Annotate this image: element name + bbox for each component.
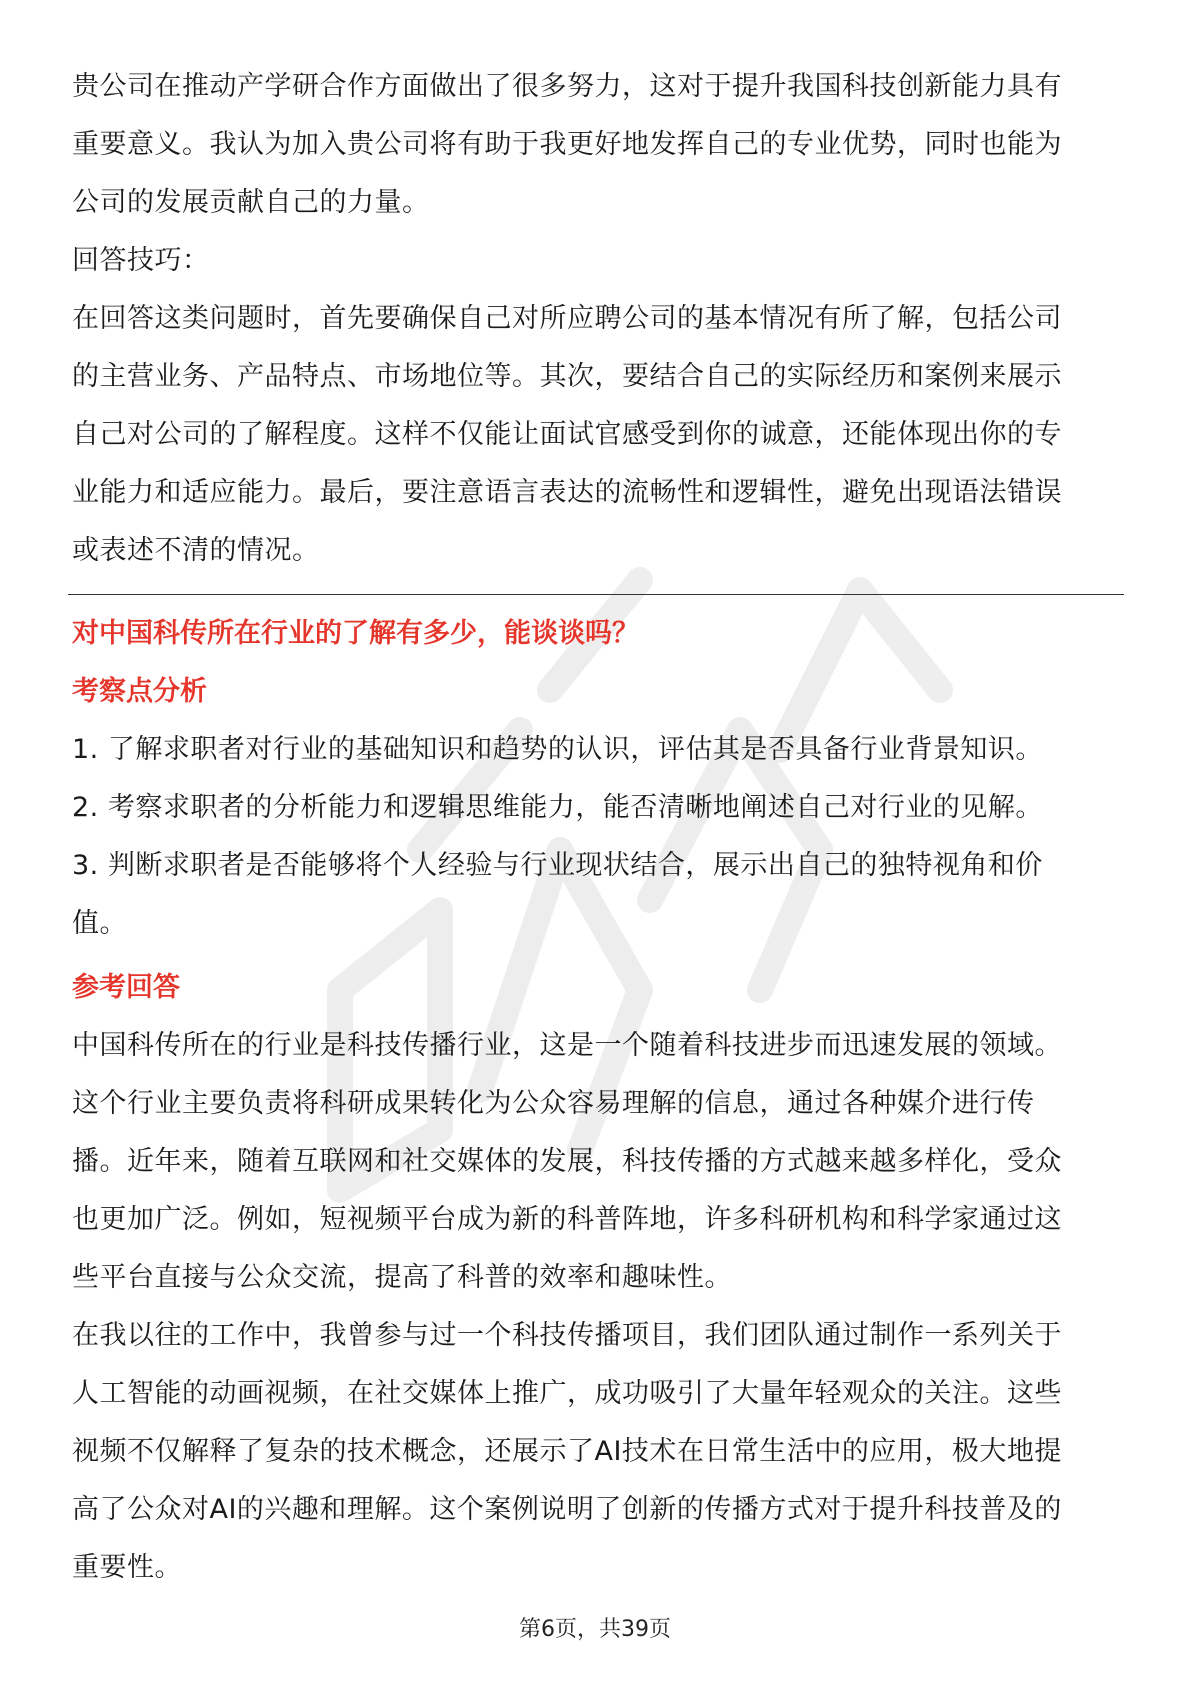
text-line: 公司的发展贡献自己的力量。	[72, 187, 430, 218]
analysis-list	[72, 721, 1122, 953]
text-line: 重要意义。我认为加入贵公司将有助于我更好地发挥自己的专业优势，同时也能为	[72, 129, 1062, 160]
list-item: 2. 考察求职者的分析能力和逻辑思维能力，能否清晰地阐述自己对行业的见解。	[72, 792, 1043, 823]
tips-paragraph	[72, 290, 1122, 580]
text-line: 播。近年来，随着互联网和社交媒体的发展，科技传播的方式越来越多样化，受众	[72, 1146, 1062, 1177]
intro-paragraph	[72, 58, 1122, 232]
text-line: 人工智能的动画视频，在社交媒体上推广，成功吸引了大量年轻观众的关注。这些	[72, 1378, 1062, 1409]
tips-label: 回答技巧：	[72, 245, 210, 276]
answer-paragraph-2	[72, 1307, 1122, 1597]
question-title: 对中国科传所在行业的了解有多少，能谈谈吗？	[72, 618, 639, 649]
page-footer: 第6页，共39页	[519, 1617, 671, 1642]
document-body	[72, 58, 1122, 1597]
text-line: 的主营业务、产品特点、市场地位等。其次，要结合自己的实际经历和案例来展示	[72, 361, 1062, 392]
text-line: 在回答这类问题时，首先要确保自己对所应聘公司的基本情况有所了解，包括公司	[72, 303, 1062, 334]
text-line: 在我以往的工作中，我曾参与过一个科技传播项目，我们团队通过制作一系列关于	[72, 1320, 1062, 1351]
text-line: 自己对公司的了解程度。这样不仅能让面试官感受到你的诚意，还能体现出你的专	[72, 419, 1062, 450]
text-line: 中国科传所在的行业是科技传播行业，这是一个随着科技进步而迅速发展的领域。	[72, 1030, 1062, 1061]
list-item: 3. 判断求职者是否能够将个人经验与行业现状结合，展示出自己的独特视角和价	[72, 850, 1043, 881]
text-line: 或表述不清的情况。	[72, 535, 320, 566]
section-divider	[68, 594, 1124, 595]
list-item: 1. 了解求职者对行业的基础知识和趋势的认识，评估其是否具备行业背景知识。	[72, 734, 1043, 765]
text-line: 也更加广泛。例如，短视频平台成为新的科普阵地，许多科研机构和科学家通过这	[72, 1204, 1062, 1235]
text-line: 视频不仅解释了复杂的技术概念，还展示了AI技术在日常生活中的应用，极大地提	[72, 1436, 1062, 1467]
analysis-heading: 考察点分析	[72, 676, 207, 707]
text-line: 重要性。	[72, 1552, 182, 1583]
text-line: 高了公众对AI的兴趣和理解。这个案例说明了创新的传播方式对于提升科技普及的	[72, 1494, 1062, 1525]
answer-paragraph-1	[72, 1017, 1122, 1307]
text-line: 这个行业主要负责将科研成果转化为公众容易理解的信息，通过各种媒介进行传	[72, 1088, 1035, 1119]
text-line: 贵公司在推动产学研合作方面做出了很多努力，这对于提升我国科技创新能力具有	[72, 71, 1062, 102]
text-line: 业能力和适应能力。最后，要注意语言表达的流畅性和逻辑性，避免出现语法错误	[72, 477, 1062, 508]
text-line: 些平台直接与公众交流，提高了科普的效率和趣味性。	[72, 1262, 732, 1293]
answer-heading: 参考回答	[72, 972, 180, 1003]
list-item-continuation: 值。	[72, 908, 127, 939]
